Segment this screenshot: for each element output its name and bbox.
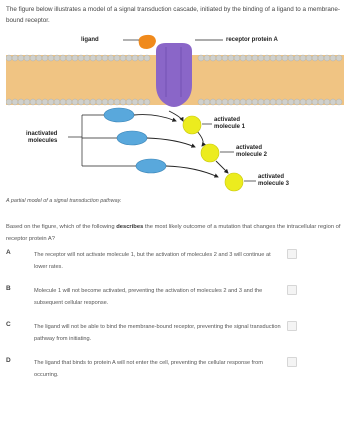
phospholipid-head [258, 99, 264, 105]
phospholipid-head [114, 55, 120, 61]
activated-molecule-2 [201, 144, 219, 162]
answer-option-b[interactable] [6, 283, 344, 313]
phospholipid-head [330, 99, 336, 105]
phospholipid-head [204, 99, 210, 105]
answer-option-d[interactable] [6, 355, 344, 385]
phospholipid-head [204, 55, 210, 61]
phospholipid-head [234, 99, 240, 105]
ligand-label: ligand [81, 37, 99, 43]
phospholipid-head [30, 55, 36, 61]
phospholipid-head [72, 55, 78, 61]
question-intro: The figure below illustrates a model of a signal transduction cascade, initiated by the binding of a ligand to a membrane-bound receptor. [6, 6, 340, 24]
phospholipid-head [144, 55, 150, 61]
phospholipid-head [90, 55, 96, 61]
option-letter: A [6, 249, 11, 256]
phospholipid-head [222, 55, 228, 61]
activated-3-label-line2: molecule 3 [258, 181, 290, 187]
option-text: The receptor will not activate molecule 1, but the activation of molecules 2 and 3 will continue at lower rates. [34, 252, 271, 270]
phospholipid-head [234, 55, 240, 61]
phospholipid-head [42, 99, 48, 105]
activated-1-label-line2: molecule 1 [214, 124, 246, 130]
phospholipid-head [216, 55, 222, 61]
phospholipid-head [228, 99, 234, 105]
phospholipid-head [18, 55, 24, 61]
phospholipid-head [300, 99, 306, 105]
phospholipid-head [300, 55, 306, 61]
phospholipid-head [12, 55, 18, 61]
phospholipid-head [114, 99, 120, 105]
phospholipid-head [138, 99, 144, 105]
pathway-diagram [6, 33, 344, 197]
phospholipid-head [102, 99, 108, 105]
phospholipid-head [210, 55, 216, 61]
phospholipid-head [270, 99, 276, 105]
phospholipid-head [66, 55, 72, 61]
question-stem [6, 221, 342, 245]
phospholipid-head [240, 55, 246, 61]
phospholipid-head [312, 55, 318, 61]
phospholipid-head [96, 55, 102, 61]
phospholipid-head [36, 99, 42, 105]
phospholipid-head [210, 99, 216, 105]
phospholipid-head [18, 99, 24, 105]
phospholipid-head [108, 99, 114, 105]
question-emphasis: describes [116, 224, 144, 230]
phospholipid-head [84, 99, 90, 105]
receptor-label: receptor protein A [226, 37, 278, 43]
phospholipid-head [318, 55, 324, 61]
phospholipid-head [24, 55, 30, 61]
activated-1-label-line1: activated [214, 117, 241, 123]
phospholipid-head [288, 55, 294, 61]
phospholipid-head [138, 55, 144, 61]
phospholipid-head [264, 55, 270, 61]
phospholipid-head [324, 99, 330, 105]
option-text: Molecule 1 will not become activated, preventing the activation of molecules 2 and 3 and the subsequent cellular response. [34, 288, 263, 306]
phospholipid-head [72, 99, 78, 105]
phospholipid-head [6, 99, 12, 105]
activation-arrow-3 [216, 161, 228, 173]
phospholipid-head [54, 99, 60, 105]
figure-caption: A partial model of a signal transduction pathway. [6, 198, 122, 204]
phospholipid-head [294, 55, 300, 61]
phospholipid-head [66, 99, 72, 105]
phospholipid-head [108, 55, 114, 61]
phospholipid-head [276, 55, 282, 61]
conversion-arrow-2 [147, 138, 195, 147]
phospholipid-head [318, 99, 324, 105]
phospholipid-head [252, 99, 258, 105]
phospholipid-head [312, 99, 318, 105]
option-text: The ligand will not be able to bind the membrane-bound receptor, preventing the signal transduction pathway from initiating. [34, 324, 281, 342]
phospholipid-head [282, 55, 288, 61]
option-letter: C [6, 321, 11, 328]
phospholipid-head [330, 55, 336, 61]
phospholipid-head [78, 55, 84, 61]
phospholipid-head [30, 99, 36, 105]
inactivated-label-line2: molecules [28, 138, 58, 144]
phospholipid-head [324, 55, 330, 61]
phospholipid-head [60, 99, 66, 105]
phospholipid-head [252, 55, 258, 61]
phospholipid-head [12, 99, 18, 105]
phospholipid-head [36, 55, 42, 61]
conversion-arrow-1 [134, 115, 176, 121]
phospholipid-head [90, 99, 96, 105]
phospholipid-head [198, 55, 204, 61]
question-text-end: the most likely outcome of a mutation that changes the intracellular region of receptor protein A? [6, 224, 341, 242]
phospholipid-head [240, 99, 246, 105]
option-checkbox[interactable] [287, 321, 297, 331]
phospholipid-head [288, 99, 294, 105]
phospholipid-head [48, 99, 54, 105]
phospholipid-head [48, 55, 54, 61]
phospholipid-head [264, 99, 270, 105]
option-checkbox[interactable] [287, 285, 297, 295]
activated-molecule-3 [225, 173, 243, 191]
phospholipid-head [24, 99, 30, 105]
phospholipid-head [216, 99, 222, 105]
inactive-molecule-1 [104, 108, 134, 122]
phospholipid-head [120, 55, 126, 61]
activated-2-label-line1: activated [236, 145, 263, 151]
phospholipid-head [54, 55, 60, 61]
activated-molecule-1 [183, 116, 201, 134]
phospholipid-head [102, 55, 108, 61]
phospholipid-head [6, 55, 12, 61]
receptor-protein [156, 43, 192, 107]
phospholipid-head [84, 55, 90, 61]
option-checkbox[interactable] [287, 249, 297, 259]
option-checkbox[interactable] [287, 357, 297, 367]
phospholipid-head [306, 99, 312, 105]
phospholipid-head [60, 55, 66, 61]
phospholipid-head [126, 99, 132, 105]
option-letter: B [6, 285, 11, 292]
phospholipid-head [144, 99, 150, 105]
inactivated-label-line1: inactivated [26, 131, 58, 137]
phospholipid-head [306, 55, 312, 61]
ligand-icon [139, 35, 156, 49]
phospholipid-head [228, 55, 234, 61]
phospholipid-head [198, 99, 204, 105]
answer-option-c[interactable] [6, 319, 344, 349]
phospholipid-head [246, 99, 252, 105]
phospholipid-head [270, 55, 276, 61]
phospholipid-head [96, 99, 102, 105]
phospholipid-head [42, 55, 48, 61]
conversion-arrow-3 [166, 166, 218, 177]
phospholipid-head [222, 99, 228, 105]
phospholipid-head [276, 99, 282, 105]
phospholipid-head [132, 99, 138, 105]
option-text: The ligand that binds to protein A will not enter the cell, preventing the cellular response from occurring. [34, 360, 263, 378]
phospholipid-head [132, 55, 138, 61]
inactive-molecule-3 [136, 159, 166, 173]
phospholipid-head [120, 99, 126, 105]
answer-option-a[interactable] [6, 247, 344, 277]
phospholipid-head [246, 55, 252, 61]
phospholipid-head [282, 99, 288, 105]
signal-transduction-figure [6, 33, 344, 197]
phospholipid-head [294, 99, 300, 105]
option-letter: D [6, 357, 11, 364]
phospholipid-head [78, 99, 84, 105]
phospholipid-head [258, 55, 264, 61]
activated-2-label-line2: molecule 2 [236, 152, 268, 158]
phospholipid-head [336, 99, 342, 105]
inactive-molecule-2 [117, 131, 147, 145]
activated-3-label-line1: activated [258, 174, 285, 180]
phospholipid-head [126, 55, 132, 61]
phospholipid-head [336, 55, 342, 61]
question-text-start: Based on the figure, which of the following [6, 224, 117, 230]
